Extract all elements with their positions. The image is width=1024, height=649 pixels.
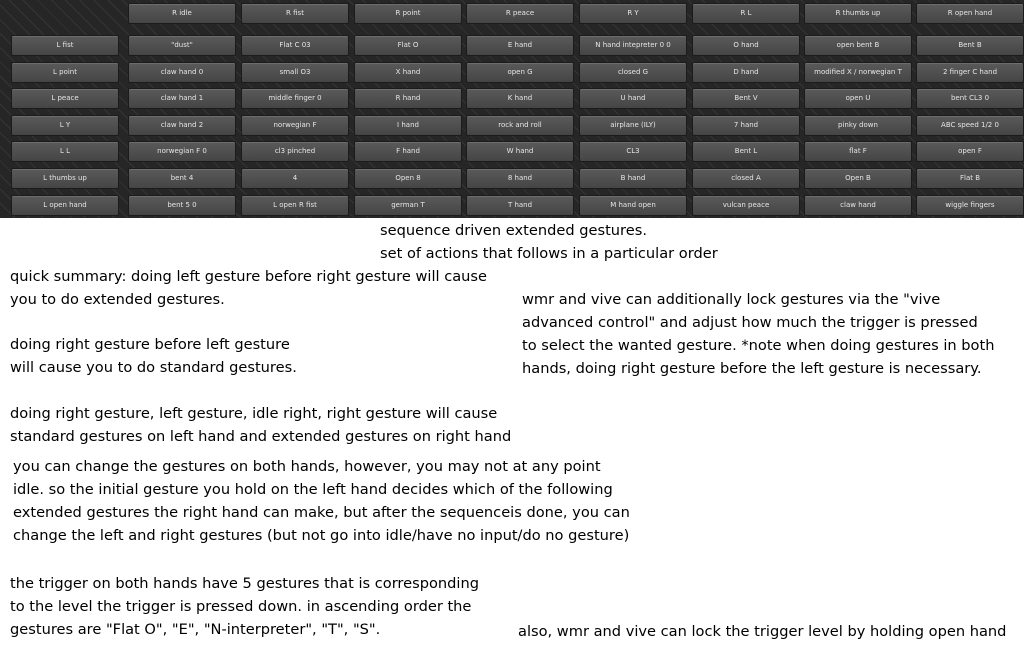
gesture-cell-button[interactable]: Bent L	[692, 141, 800, 162]
left-gesture-button[interactable]: L L	[11, 141, 119, 162]
sequence-title: sequence driven extended gestures.	[380, 222, 647, 239]
gesture-cell-button[interactable]: 8 hand	[466, 168, 574, 189]
gesture-cell-button[interactable]: E hand	[466, 35, 574, 56]
right-gesture-header-button[interactable]: R fist	[241, 3, 349, 24]
gesture-cell-button[interactable]: norwegian F 0	[128, 141, 236, 162]
gesture-cell-button[interactable]: pinky down	[804, 115, 912, 136]
gesture-cell-button[interactable]: CL3	[579, 141, 687, 162]
gesture-cell-button[interactable]: X hand	[354, 62, 462, 83]
left-gesture-button[interactable]: L fist	[11, 35, 119, 56]
lock-trigger-note: also, wmr and vive can lock the trigger level by holding open hand	[518, 623, 1007, 640]
right-gesture-header-button[interactable]: R thumbs up	[804, 3, 912, 24]
right-gesture-header-button[interactable]: R L	[692, 3, 800, 24]
gesture-cell-button[interactable]: "dust"	[128, 35, 236, 56]
gesture-cell-button[interactable]: vulcan peace	[692, 195, 800, 216]
gesture-cell-button[interactable]: B hand	[579, 168, 687, 189]
gesture-cell-button[interactable]: F hand	[354, 141, 462, 162]
gesture-cell-button[interactable]: Bent B	[916, 35, 1024, 56]
gesture-cell-button[interactable]: T hand	[466, 195, 574, 216]
left-gesture-button[interactable]: L peace	[11, 88, 119, 109]
right-gesture-header-button[interactable]: R peace	[466, 3, 574, 24]
gesture-cell-button[interactable]: closed G	[579, 62, 687, 83]
right-gesture-header-button[interactable]: R idle	[128, 3, 236, 24]
gesture-cell-button[interactable]: airplane (ILY)	[579, 115, 687, 136]
gesture-cell-button[interactable]: bent 4	[128, 168, 236, 189]
right-first-note: doing right gesture before left gesture will cause you to do standard gestures.	[10, 336, 297, 376]
gesture-cell-button[interactable]: open G	[466, 62, 574, 83]
trigger-note: the trigger on both hands have 5 gestures that is corresponding to the level the trigger is pressed down. in ascending order the gestures are "Flat O", "E", "N-interpreter", "T", "S".	[10, 575, 479, 638]
gesture-cell-button[interactable]: O hand	[692, 35, 800, 56]
gesture-cell-button[interactable]: 4	[241, 168, 349, 189]
gesture-grid-panel	[0, 0, 1024, 218]
gesture-cell-button[interactable]: Open B	[804, 168, 912, 189]
gesture-cell-button[interactable]: open F	[916, 141, 1024, 162]
gesture-cell-button[interactable]: W hand	[466, 141, 574, 162]
gesture-cell-button[interactable]: open U	[804, 88, 912, 109]
left-gesture-button[interactable]: L open hand	[11, 195, 119, 216]
gesture-cell-button[interactable]: 2 finger C hand	[916, 62, 1024, 83]
gesture-cell-button[interactable]: wiggle fingers	[916, 195, 1024, 216]
gesture-cell-button[interactable]: cl3 pinched	[241, 141, 349, 162]
gesture-cell-button[interactable]: open bent B	[804, 35, 912, 56]
gesture-cell-button[interactable]: I hand	[354, 115, 462, 136]
right-gesture-header-button[interactable]: R open hand	[916, 3, 1024, 24]
gesture-cell-button[interactable]: M hand open	[579, 195, 687, 216]
gesture-cell-button[interactable]: bent CL3 0	[916, 88, 1024, 109]
wmr-vive-note: wmr and vive can additionally lock gestures via the "vive advanced control" and adjust how much the trigger is pressed to select the wanted gesture. *note when doing gestures in both hands, doing right gesture before the left gesture is necessary.	[522, 291, 995, 377]
gesture-cell-button[interactable]: norwegian F	[241, 115, 349, 136]
gesture-cell-button[interactable]: D hand	[692, 62, 800, 83]
right-gesture-header-button[interactable]: R point	[354, 3, 462, 24]
gesture-cell-button[interactable]: N hand intepreter 0 0	[579, 35, 687, 56]
gesture-cell-button[interactable]: Open 8	[354, 168, 462, 189]
gesture-cell-button[interactable]: K hand	[466, 88, 574, 109]
gesture-cell-button[interactable]: ABC speed 1/2 0	[916, 115, 1024, 136]
gesture-cell-button[interactable]: german T	[354, 195, 462, 216]
gesture-cell-button[interactable]: closed A	[692, 168, 800, 189]
gesture-cell-button[interactable]: rock and roll	[466, 115, 574, 136]
left-gesture-button[interactable]: L Y	[11, 115, 119, 136]
gesture-cell-button[interactable]: Flat C 03	[241, 35, 349, 56]
change-gestures-note: you can change the gestures on both hands, however, you may not at any point idle. so the initial gesture you hold on the left hand decides which of the following extended gestures the right hand can make, but after the sequenceis done, you can change the left and right gestures (but not go into idle/have no input/do no gesture)	[13, 458, 630, 544]
gesture-cell-button[interactable]: L open R fist	[241, 195, 349, 216]
gesture-cell-button[interactable]: U hand	[579, 88, 687, 109]
gesture-cell-button[interactable]: flat F	[804, 141, 912, 162]
gesture-cell-button[interactable]: Flat O	[354, 35, 462, 56]
left-gesture-button[interactable]: L thumbs up	[11, 168, 119, 189]
gesture-cell-button[interactable]: modified X / norwegian T	[804, 62, 912, 83]
combo-note: doing right gesture, left gesture, idle right, right gesture will cause standard gestures on left hand and extended gestures on right hand	[10, 405, 512, 445]
gesture-cell-button[interactable]: middle finger 0	[241, 88, 349, 109]
gesture-cell-button[interactable]: small O3	[241, 62, 349, 83]
summary-note: quick summary: doing left gesture before right gesture will cause you to do extended gestures.	[10, 268, 488, 308]
right-gesture-header-button[interactable]: R Y	[579, 3, 687, 24]
gesture-cell-button[interactable]: R hand	[354, 88, 462, 109]
left-gesture-button[interactable]: L point	[11, 62, 119, 83]
sequence-subtitle: set of actions that follows in a particular order	[380, 245, 718, 262]
gesture-cell-button[interactable]: claw hand 1	[128, 88, 236, 109]
gesture-cell-button[interactable]: bent 5 0	[128, 195, 236, 216]
gesture-cell-button[interactable]: claw hand 2	[128, 115, 236, 136]
gesture-cell-button[interactable]: claw hand	[804, 195, 912, 216]
gesture-cell-button[interactable]: Bent V	[692, 88, 800, 109]
gesture-cell-button[interactable]: 7 hand	[692, 115, 800, 136]
gesture-cell-button[interactable]: Flat B	[916, 168, 1024, 189]
gesture-cell-button[interactable]: claw hand 0	[128, 62, 236, 83]
